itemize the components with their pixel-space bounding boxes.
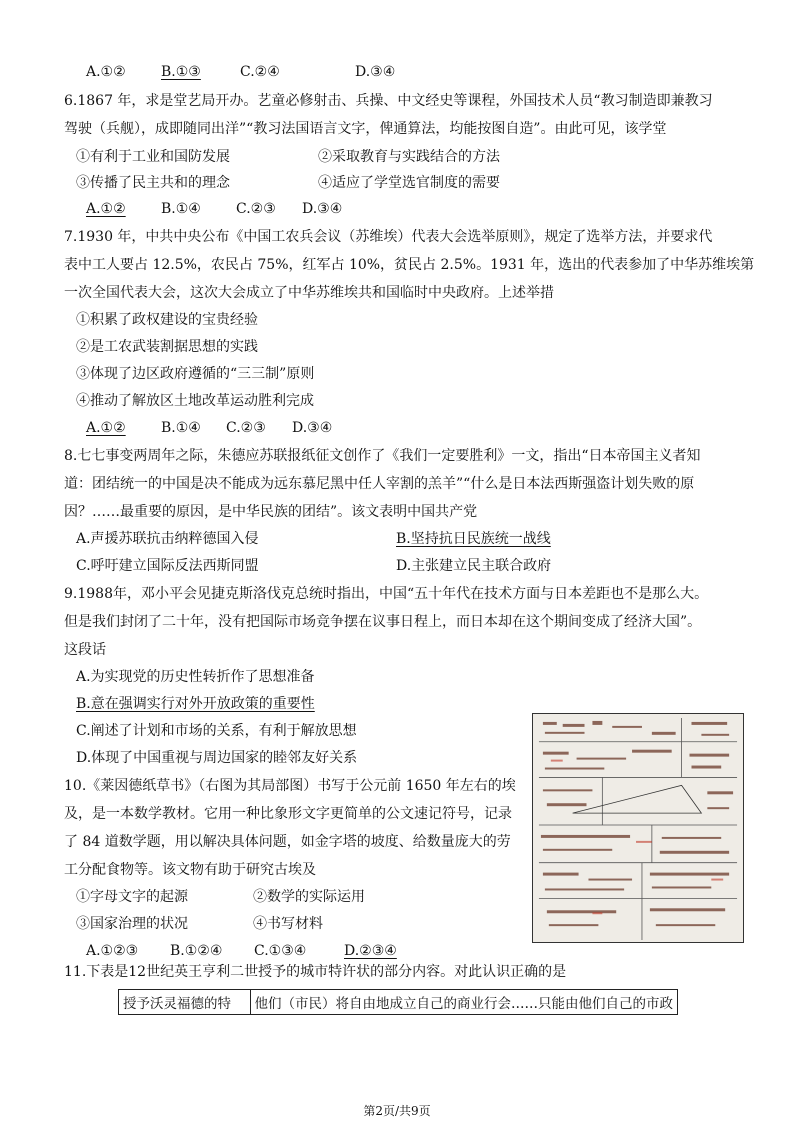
q6-item-2: ②采取教育与实践结合的方法 [318, 149, 500, 165]
charter-cell-label: 授予沃灵福德的特 [119, 990, 251, 1015]
top-option-c: C.②④ [240, 64, 280, 80]
q9-stem-line-3: 这段话 [64, 642, 106, 658]
q6-option-c: C.②③ [236, 201, 276, 217]
q6-item-3: ③传播了民主共和的理念 [76, 175, 230, 191]
top-option-d: D.③④ [355, 64, 396, 80]
q7-option-b: B.①④ [161, 420, 201, 436]
q7-item-1: ①积累了政权建设的宝贵经验 [76, 312, 258, 328]
papyrus-drawing [533, 714, 743, 942]
q7-stem-line-2: 表中工人要占 12.5%，农民占 75%，红军占 10%，贫民占 2.5%。1931 年，选出的代表参加了中华苏维埃第 [64, 257, 755, 273]
q6-option-d: D.③④ [302, 201, 343, 217]
q8-option-a: A.声援苏联抗击纳粹德国入侵 [76, 531, 259, 547]
q7-stem-line-3: 一次全国代表大会，这次大会成立了中华苏维埃共和国临时中央政府。上述举措 [64, 285, 554, 301]
q8-stem-line-2: 道：团结统一的中国是决不能成为远东慕尼黑中任人宰割的羔羊”“什么是日本法西斯强盗计划失败的原 [64, 476, 695, 492]
q10-item-3: ③国家治理的状况 [76, 916, 188, 932]
q6-option-b: B.①④ [161, 201, 201, 217]
q7-option-d: D.③④ [292, 420, 333, 436]
q8-option-d: D.主张建立民主联合政府 [396, 558, 552, 574]
q9-stem-line-2: 但是我们封闭了二十年，没有把国际市场竞争摆在议事日程上，而日本却在这个期间变成了经济大国”。 [64, 614, 702, 630]
q7-option-c: C.②③ [226, 420, 266, 436]
q8-stem-line-1: 8.七七事变两周年之际，朱德应苏联报纸征文创作了《我们一定要胜利》一文，指出“日本帝国主义者知 [64, 448, 701, 464]
charter-table [118, 989, 678, 1015]
q9-stem-line-1: 9.1988年，邓小平会见捷克斯洛伐克总统时指出，中国“五十年代在技术方面与日本差距也不是那么大。 [64, 586, 709, 602]
q9-option-a: A.为实现党的历史性转折作了思想准备 [76, 669, 315, 685]
rhind-papyrus-image [532, 713, 744, 943]
q9-option-c: C.阐述了计划和市场的关系，有利于解放思想 [76, 723, 357, 739]
q6-stem-line-1: 6.1867 年，求是堂艺局开办。艺童必修射击、兵操、中文经史等课程，外国技术人员“教习制造即兼教习 [64, 93, 713, 109]
q10-stem-line-1: 10.《莱因德纸草书》（右图为其局部图）书写于公元前 1650 年左右的埃 [64, 778, 516, 794]
page-footer: 第2页/共9页 [363, 1104, 431, 1118]
top-option-b: B.①③ [161, 64, 201, 80]
q10-stem-line-3: 了 84 道数学题，用以解决具体问题，如金字塔的坡度、给数量庞大的劳 [64, 834, 511, 850]
q7-item-3: ③体现了边区政府遵循的“三三制”原则 [76, 366, 315, 382]
q8-option-c: C.呼吁建立国际反法西斯同盟 [76, 558, 259, 574]
q10-item-2: ②数学的实际运用 [253, 889, 365, 905]
q10-option-b: B.①②④ [170, 943, 223, 959]
q7-item-2: ②是工农武装割据思想的实践 [76, 339, 258, 355]
table-row [119, 990, 678, 1015]
q10-item-4: ④书写材料 [253, 916, 323, 932]
q10-option-c: C.①③④ [254, 943, 307, 959]
q6-item-1: ①有利于工业和国防发展 [76, 149, 230, 165]
q9-option-d: D.体现了中国重视与周边国家的睦邻友好关系 [76, 750, 358, 766]
q10-item-1: ①字母文字的起源 [76, 889, 188, 905]
q9-option-b: B.意在强调实行对外开放政策的重要性 [76, 696, 315, 712]
q10-stem-line-2: 及，是一本数学教材。它用一种比象形文字更简单的公文速记符号，记录 [64, 806, 512, 822]
q8-option-b: B.坚持抗日民族统一战线 [396, 531, 551, 547]
q7-stem-line-1: 7.1930 年，中共中央公布《中国工农兵会议（苏维埃）代表大会选举原则》，规定了选举方法，并要求代 [64, 229, 713, 245]
charter-cell-content: 他们（市民）将自由地成立自己的商业行会……只能由他们自己的市政 [250, 990, 678, 1015]
top-option-a: A.①② [86, 64, 126, 80]
q11-stem-line-1: 11.下表是12世纪英王亨利二世授予的城市特许状的部分内容。对此认识正确的是 [64, 964, 567, 980]
q10-option-d: D.②③④ [344, 943, 397, 959]
q6-item-4: ④适应了学堂选官制度的需要 [318, 175, 500, 191]
q6-stem-line-2: 驾驶（兵舰），成即随同出洋”“教习法国语言文字，俾通算法，均能按图自造”。由此可见，该学堂 [64, 121, 667, 137]
q6-option-a: A.①② [86, 201, 126, 217]
q8-stem-line-3: 因？……最重要的原因，是中华民族的团结”。该文表明中国共产党 [64, 504, 478, 520]
q7-option-a: A.①② [86, 420, 126, 436]
q10-option-a: A.①②③ [86, 943, 139, 959]
q10-stem-line-4: 工分配食物等。该文物有助于研究古埃及 [64, 862, 316, 878]
q7-item-4: ④推动了解放区土地改革运动胜利完成 [76, 393, 314, 409]
